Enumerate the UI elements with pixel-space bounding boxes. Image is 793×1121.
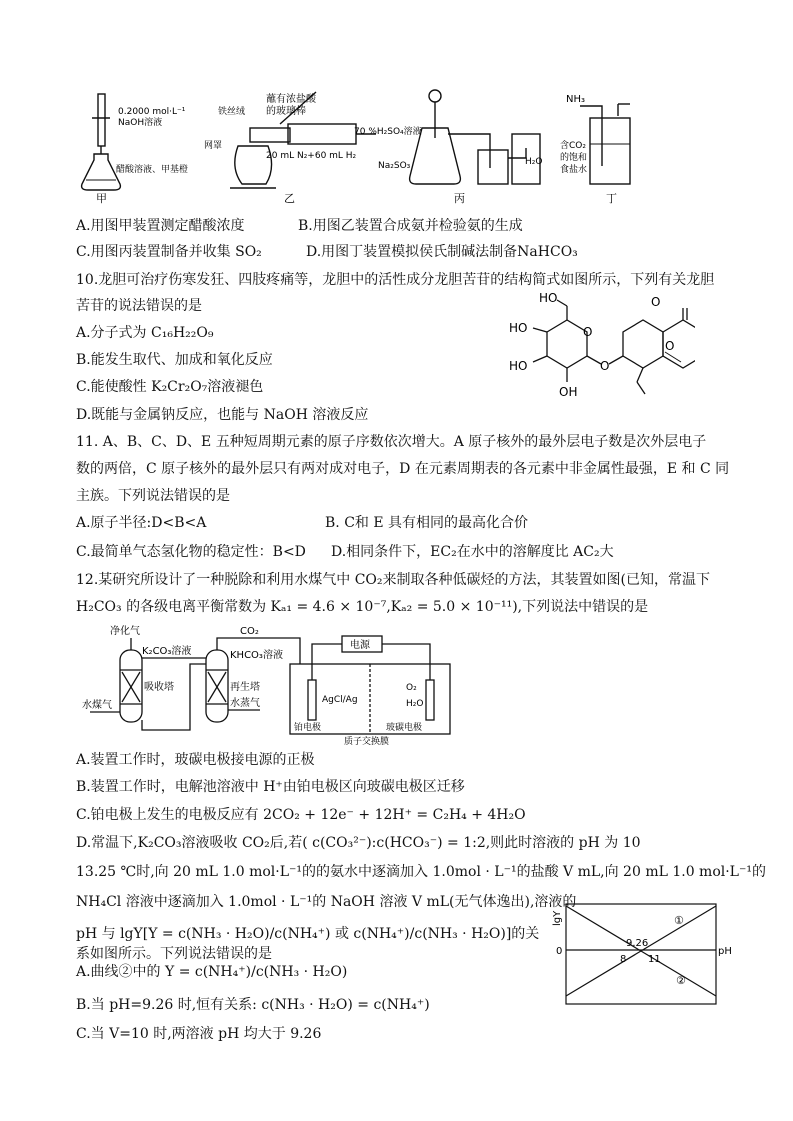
bing-acid-label: 70 %H₂SO₄溶液 xyxy=(354,127,422,137)
q10-structure xyxy=(505,290,695,410)
q13-tick-11: 11 xyxy=(648,954,661,965)
yi-iron-label: 铁丝绒 xyxy=(218,107,246,117)
ding-brine-label: 食盐水 xyxy=(560,165,588,175)
q12-diagram xyxy=(80,624,460,746)
structure-label-bridge-o: O xyxy=(600,359,610,373)
q11-stem-1: 11. A、B、C、D、E 五种短周期元素的原子序数依次增大。A 原子核外的最外层电子数是次外层电子 xyxy=(76,434,707,450)
q13-curve-2: ② xyxy=(676,974,686,987)
q13-stem-2: NH₄Cl 溶液中逐滴加入 1.0mol · L⁻¹的 NaOH 溶液 V mL(无气体逸出),溶液的 xyxy=(76,894,577,910)
q13-cross-label: 9.26 xyxy=(626,938,649,949)
q12-label-co2: CO₂ xyxy=(240,626,259,637)
apparatus-bing xyxy=(410,90,543,184)
q13-stem-3: pH 与 lgY[Y = c(NH₃ · H₂O)/c(NH₄⁺) 或 c(NH₄⁺)/c(NH₃ · H₂O)]的关系如图所示。下列说法错误的是 xyxy=(76,926,540,962)
q13-graph-drawing xyxy=(552,900,732,1010)
q12-label-watergas: 水煤气 xyxy=(82,700,112,711)
q11-option-b: B. C和 E 具有相同的最高化合价 xyxy=(325,515,529,531)
jia-titrant-label-2: NaOH溶液 xyxy=(118,118,163,128)
jia-flask-label: 醋酸溶液、甲基橙 xyxy=(116,165,189,175)
structure-label-oh: OH xyxy=(559,385,578,399)
q12-label-membrane: 质子交换膜 xyxy=(344,737,390,746)
q12-option-a: A.装置工作时，玻碳电极接电源的正极 xyxy=(76,752,315,768)
q10-structure-drawing xyxy=(505,290,695,410)
q12-option-c: C.铂电极上发生的电极反应有 2CO₂ + 12e⁻ + 12H⁺ = C₂H₄ + 4H₂O xyxy=(76,807,526,823)
q10-option-b: B.能发生取代、加成和氧化反应 xyxy=(76,352,273,368)
structure-label-carbonyl-o: O xyxy=(651,295,661,309)
q12-stem-2: H₂CO₃ 的各级电离平衡常数为 Kₐ₁ = 4.6 × 10⁻⁷,Kₐ₂ = 5.0 × 10⁻¹¹),下列说法中错误的是 xyxy=(76,599,649,615)
jia-titrant-label: 0.2000 mol·L⁻¹ xyxy=(118,107,186,117)
apparatus-figure xyxy=(70,88,720,208)
caption-bing: 丙 xyxy=(454,192,465,205)
ding-sat-label: 的饱和 xyxy=(560,153,588,163)
structure-label-ho-1: HO xyxy=(509,321,528,335)
yi-mesh-label: 网罩 xyxy=(204,141,223,151)
caption-yi: 乙 xyxy=(284,192,295,205)
q9-option-d: D.用图丁装置模拟侯氏制碱法制备NaHCO₃ xyxy=(306,244,578,260)
yi-gas-label: 20 mL N₂+60 mL H₂ xyxy=(266,151,357,161)
bing-salt-label: Na₂SO₃ xyxy=(378,161,411,171)
q13-ylabel: lgY xyxy=(552,910,563,926)
q13-xlabel: pH xyxy=(718,946,732,957)
q10-option-d: D.既能与金属钠反应，也能与 NaOH 溶液反应 xyxy=(76,407,369,423)
structure-label-lactone-o: O xyxy=(665,339,675,353)
q12-stem-1: 12.某研究所设计了一种脱除和利用水煤气中 CO₂来制取各种低碳烃的方法，其装置如图(已知，常温下 xyxy=(76,572,710,588)
caption-ding: 丁 xyxy=(606,192,617,205)
q9-option-b: B.用图乙装置合成氨并检验氨的生成 xyxy=(298,218,523,234)
q11-option-a: A.原子半径:D<B<A xyxy=(76,515,207,531)
q10-option-a: A.分子式为 C₁₆H₂₂O₉ xyxy=(76,325,214,341)
q13-curve-1: ① xyxy=(674,914,684,927)
q12-label-agcl: AgCl/Ag xyxy=(322,695,358,705)
q12-label-o2: O₂ xyxy=(406,683,417,693)
q9-option-a: A.用图甲装置测定醋酸浓度 xyxy=(76,218,245,234)
q11-stem-2: 数的两倍，C 原子核外的最外层只有两对成对电子，D 在元素周期表的各元素中非金属性最强，E 和 C 同 xyxy=(76,461,730,477)
q9-option-c: C.用图丙装置制备并收集 SO₂ xyxy=(76,244,262,260)
apparatus-ding xyxy=(580,104,630,184)
ding-co2-label: 含CO₂ xyxy=(560,141,586,151)
q10-option-c: C.能使酸性 K₂Cr₂O₇溶液褪色 xyxy=(76,379,264,395)
q13-tick-8: 8 xyxy=(620,954,627,965)
apparatus-drawing xyxy=(70,88,720,208)
yi-glassrod-label: 蘸有浓盐酸 xyxy=(266,94,316,105)
structure-label-ring-o: O xyxy=(583,325,593,339)
q12-label-absorber: 吸收塔 xyxy=(144,682,174,693)
q12-label-khco3: KHCO₃溶液 xyxy=(230,650,283,661)
q12-option-d: D.常温下,K₂CO₃溶液吸收 CO₂后,若( c(CO₃²⁻):c(HCO₃⁻) = 1:2,则此时溶液的 pH 为 10 xyxy=(76,835,641,851)
q13-stem-1: 13.25 ℃时,向 20 mL 1.0 mol·L⁻¹的的氨水中逐滴加入 1.0mol · L⁻¹的盐酸 V mL,向 20 mL 1.0 mol·L⁻¹的 xyxy=(76,864,766,880)
structure-label-ho-2: HO xyxy=(509,359,528,373)
q13-option-a: A.曲线②中的 Y = c(NH₄⁺)/c(NH₃ · H₂O) xyxy=(76,964,348,980)
q13-option-c: C.当 V=10 时,两溶液 pH 均大于 9.26 xyxy=(76,1026,322,1042)
q13-zero: 0 xyxy=(556,946,563,957)
apparatus-jia xyxy=(82,94,121,190)
q12-option-b: B.装置工作时，电解池溶液中 H⁺由铂电极区向玻碳电极区迁移 xyxy=(76,779,465,795)
structure-label-ho-top: HO xyxy=(539,291,558,305)
q12-label-regen: 再生塔 xyxy=(230,682,260,693)
q12-label-pt: 铂电极 xyxy=(294,723,322,733)
q11-stem-3: 主族。下列说法错误的是 xyxy=(76,488,230,504)
q12-label-power: 电源 xyxy=(350,640,370,651)
q12-label-steam: 水蒸气 xyxy=(230,698,260,709)
q11-option-d: D.相同条件下，EC₂在水中的溶解度比 AC₂大 xyxy=(331,544,614,560)
q13-option-b: B.当 pH=9.26 时,恒有关系: c(NH₃ · H₂O) = c(NH₄⁺) xyxy=(76,997,430,1013)
bing-water-label: H₂O xyxy=(525,157,543,167)
q11-option-c: C.最简单气态氢化物的稳定性：B<D xyxy=(76,544,306,560)
q13-graph xyxy=(552,900,732,1010)
ding-nh3-label: NH₃ xyxy=(566,94,586,105)
caption-jia: 甲 xyxy=(96,192,107,205)
q12-label-gc: 玻碳电极 xyxy=(386,723,423,733)
q12-label-h2o: H₂O xyxy=(406,699,424,709)
q12-label-k2co3: K₂CO₃溶液 xyxy=(142,646,192,657)
q10-stem-2: 苦苷的说法错误的是 xyxy=(76,298,202,314)
q10-stem-1: 10.龙胆可治疗伤寒发狂、四肢疼痛等，龙胆中的活性成分龙胆苦苷的结构简式如图所示，下列有关龙胆 xyxy=(76,272,715,288)
q12-diagram-drawing xyxy=(80,624,460,746)
yi-glassrod-label-2: 的玻璃棒 xyxy=(266,106,306,117)
q12-label-purified: 净化气 xyxy=(110,626,140,637)
